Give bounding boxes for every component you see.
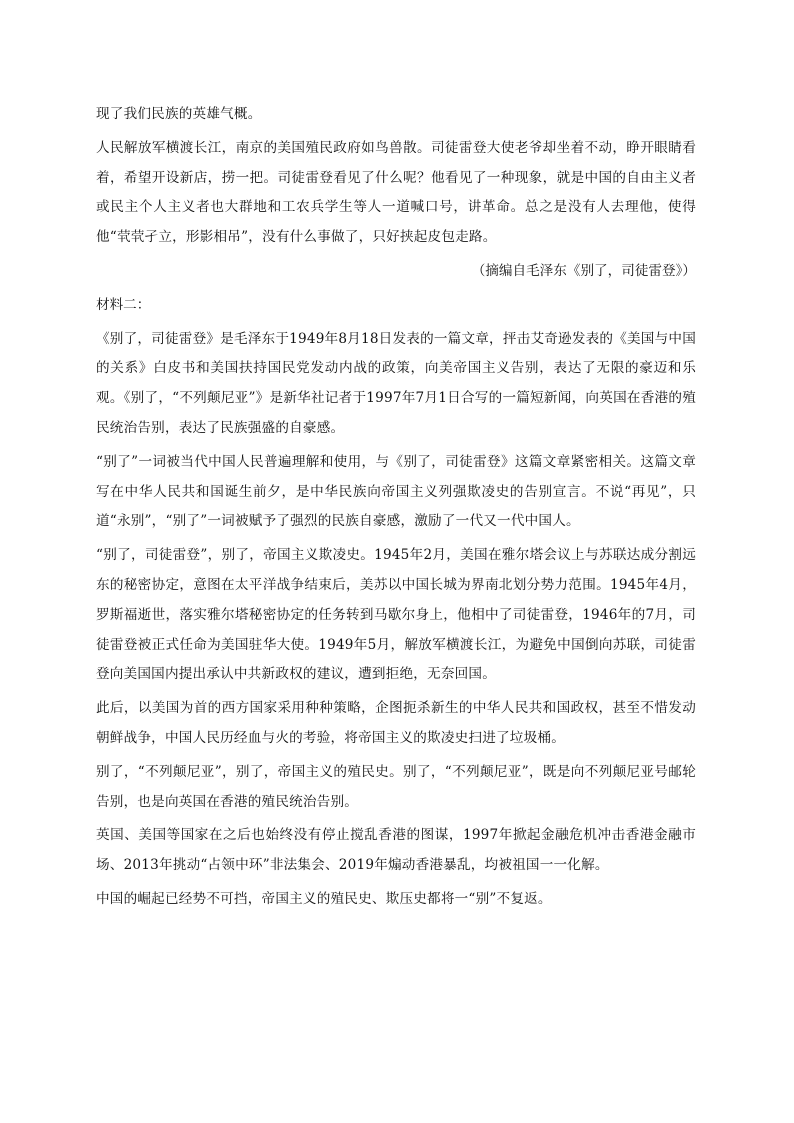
paragraph: “别了”一词被当代中国人民普遍理解和使用，与《别了，司徒雷登》这篇文章紧密相关。这篇文章写在中华人民共和国诞生前夕，是中华民族向帝国主义列强欺凌史的告别宣言。不说“再见”，只道“永别”，“别了”一词被赋予了强烈的民族自豪感，激励了一代又一代中国人。: [96, 453, 696, 530]
paragraph: 中国的崛起已经势不可挡，帝国主义的殖民史、欺压史都将一“别”不复返。: [96, 890, 552, 907]
paragraph: 《别了，司徒雷登》是毛泽东于1949年8月18日发表的一篇文章，抨击艾奇逊发表的《美国与中国的关系》白皮书和美国扶持国民党发动内战的政策，向美帝国主义告别，表达了无限的豪迈和乐观。《别了，“不列颠尼亚”》是新华社记者于1997年7月1日合写的一篇短新闻，向英国在香港的殖民统治告别，表达了民族强盛的自豪感。: [96, 330, 696, 436]
paragraph: “别了，司徒雷登”，别了，帝国主义欺凌史。1945年2月，美国在雅尔塔会议上与苏联达成分割远东的秘密协定，意图在太平洋战争结束后，美苏以中国长城为界南北划分势力范围。1945年4月，罗斯福逝世，落实雅尔塔秘密协定的任务转到马歇尔身上，他相中了司徒雷登，1946年的7月，司徒雷登被正式任命为美国驻华大使。1949年5月，解放军横渡长江，为避免中国倒向苏联，司徒雷登向美国国内提出承认中共新政权的建议，遭到拒绝，无奈回国。: [96, 547, 696, 683]
paragraph: 别了，“不列颠尼亚”，别了，帝国主义的殖民史。别了，“不列颠尼亚”，既是向不列颠尼亚号邮轮告别，也是向英国在香港的殖民统治告别。: [96, 763, 696, 810]
opening-line: 现了我们民族的英雄气概。: [96, 106, 262, 122]
paragraph: 此后，以美国为首的西方国家采用种种策略，企图扼杀新生的中华人民共和国政权，甚至不惜发动朝鲜战争，中国人民历经血与火的考验，将帝国主义的欺凌史扫进了垃圾桶。: [96, 700, 696, 746]
material2-heading: 材料二：: [96, 296, 151, 313]
source-note: （摘编自毛泽东《别了，司徒雷登》）: [471, 262, 696, 279]
material1-paragraph: 人民解放军横渡长江，南京的美国殖民政府如鸟兽散。司徒雷登大使老爷却坐着不动，睁开眼睛看着，希望开设新店，捞一把。司徒雷登看见了什么呢？他看见了一种现象，就是中国的自由主义者或民主个人主义者也大群地和工农兵学生等人一道喊口号，讲革命。总之是没有人去理他，使得他“茕茕孑立，形影相吊”，没有什么事做了，只好挟起皮包走路。: [96, 139, 696, 246]
document-body: [96, 100, 696, 919]
paragraph: 英国、美国等国家在之后也始终没有停止搅乱香港的图谋，1997年掀起金融危机冲击香港金融市场、2013年挑动“占领中环”非法集会、2019年煽动香港暴乱，均被祖国一一化解。: [96, 827, 696, 874]
